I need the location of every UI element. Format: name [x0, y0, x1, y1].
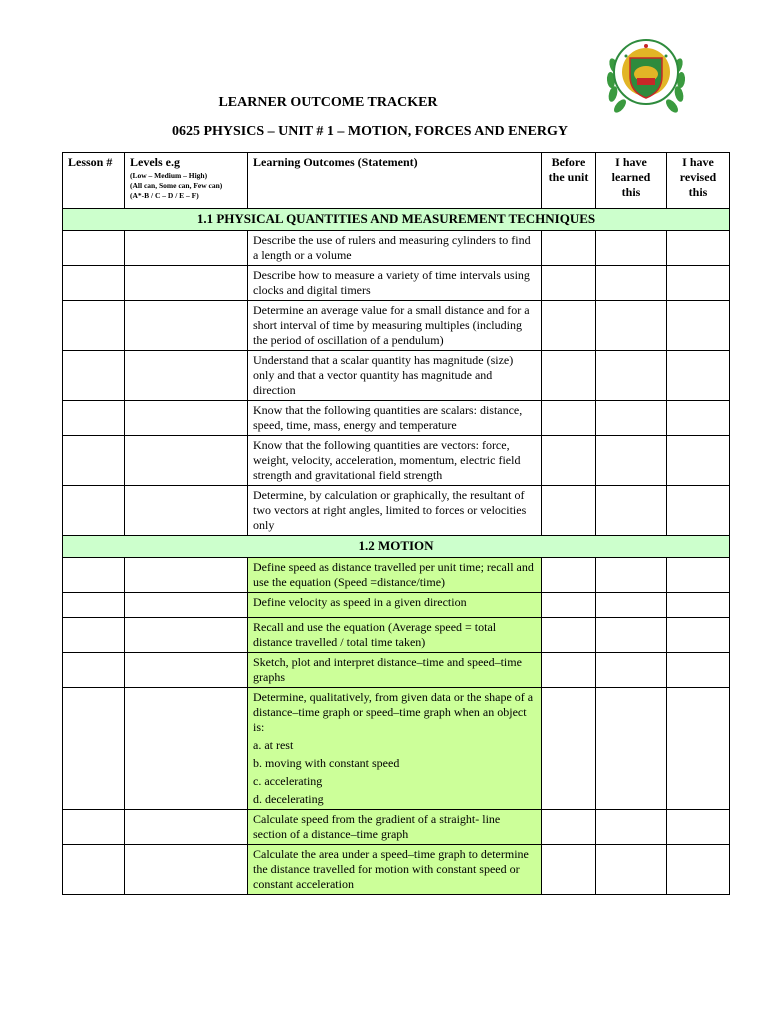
learned-cell[interactable]	[596, 558, 667, 593]
before-cell[interactable]	[542, 845, 596, 895]
outcome-cell: Recall and use the equation (Average speed = total distance travelled / total time taken)	[248, 618, 542, 653]
lesson-cell[interactable]	[63, 618, 125, 653]
outcome-cell: Determine, by calculation or graphically, the resultant of two vectors at right angles, limited to forces or velocities only	[248, 486, 542, 536]
before-cell[interactable]	[542, 618, 596, 653]
table-row	[63, 653, 730, 688]
outcome-cell: Sketch, plot and interpret distance–time and speed–time graphs	[248, 653, 542, 688]
section-heading: 1.1 PHYSICAL QUANTITIES AND MEASUREMENT TECHNIQUES	[63, 209, 730, 231]
before-cell[interactable]	[542, 810, 596, 845]
before-cell[interactable]	[542, 593, 596, 618]
lesson-cell[interactable]	[63, 593, 125, 618]
level-cell[interactable]	[125, 301, 248, 351]
col-header-before: Before the unit	[542, 153, 596, 209]
level-cell[interactable]	[125, 436, 248, 486]
before-cell[interactable]	[542, 266, 596, 301]
table-row	[63, 618, 730, 653]
learned-cell[interactable]	[596, 688, 667, 810]
lesson-cell[interactable]	[63, 688, 125, 810]
revised-cell[interactable]	[667, 351, 730, 401]
learned-cell[interactable]	[596, 845, 667, 895]
revised-cell[interactable]	[667, 845, 730, 895]
learned-cell[interactable]	[596, 486, 667, 536]
table-row	[63, 401, 730, 436]
outcome-cell: Describe the use of rulers and measuring cylinders to find a length or a volume	[248, 231, 542, 266]
before-cell[interactable]	[542, 231, 596, 266]
revised-cell[interactable]	[667, 231, 730, 266]
learned-cell[interactable]	[596, 301, 667, 351]
level-cell[interactable]	[125, 618, 248, 653]
option-item: d. decelerating	[253, 792, 324, 806]
revised-cell[interactable]	[667, 810, 730, 845]
before-cell[interactable]	[542, 558, 596, 593]
learned-cell[interactable]	[596, 436, 667, 486]
before-cell[interactable]	[542, 688, 596, 810]
before-cell[interactable]	[542, 436, 596, 486]
level-cell[interactable]	[125, 351, 248, 401]
level-cell[interactable]	[125, 486, 248, 536]
outcome-cell: Define velocity as speed in a given direction	[248, 593, 542, 618]
lesson-cell[interactable]	[63, 810, 125, 845]
learned-cell[interactable]	[596, 231, 667, 266]
revised-cell[interactable]	[667, 301, 730, 351]
table-row	[63, 301, 730, 351]
col-header-learned: I have learned this	[596, 153, 667, 209]
outcome-cell	[248, 688, 542, 810]
levels-hint-1: (Low – Medium – High)	[130, 171, 208, 180]
page-title: LEARNER OUTCOME TRACKER	[218, 95, 438, 110]
option-item: a. at rest	[253, 738, 294, 752]
outcome-cell: Know that the following quantities are scalars: distance, speed, time, mass, energy and temperature	[248, 401, 542, 436]
revised-cell[interactable]	[667, 558, 730, 593]
learned-cell[interactable]	[596, 618, 667, 653]
revised-cell[interactable]	[667, 436, 730, 486]
level-cell[interactable]	[125, 653, 248, 688]
table-row	[63, 810, 730, 845]
table-row	[63, 351, 730, 401]
levels-hint-2: (All can, Some can, Few can)	[130, 181, 223, 190]
lesson-cell[interactable]	[63, 231, 125, 266]
outcome-cell: Define speed as distance travelled per unit time; recall and use the equation (Speed =distance/time)	[248, 558, 542, 593]
section-heading: 1.2 MOTION	[63, 536, 730, 558]
table-row	[63, 593, 730, 618]
outcome-cell: Know that the following quantities are vectors: force, weight, velocity, acceleration, momentum, electric field strength and gravitational field strength	[248, 436, 542, 486]
outcome-text: Determine, qualitatively, from given data or the shape of a distance–time graph or speed–time graph when an object is:	[253, 690, 534, 734]
col-header-levels	[125, 153, 248, 209]
level-cell[interactable]	[125, 593, 248, 618]
before-cell[interactable]	[542, 401, 596, 436]
lesson-cell[interactable]	[63, 351, 125, 401]
learned-cell[interactable]	[596, 653, 667, 688]
table-row	[63, 688, 730, 810]
level-cell[interactable]	[125, 558, 248, 593]
table-header-row	[63, 153, 730, 209]
revised-cell[interactable]	[667, 266, 730, 301]
table-row	[63, 486, 730, 536]
level-cell[interactable]	[125, 266, 248, 301]
lesson-cell[interactable]	[63, 436, 125, 486]
revised-cell[interactable]	[667, 688, 730, 810]
before-cell[interactable]	[542, 351, 596, 401]
revised-cell[interactable]	[667, 653, 730, 688]
before-cell[interactable]	[542, 486, 596, 536]
outcome-cell: Describe how to measure a variety of time intervals using clocks and digital timers	[248, 266, 542, 301]
col-header-lesson: Lesson #	[63, 153, 125, 209]
page-subtitle: 0625 PHYSICS – UNIT # 1 – MOTION, FORCES AND ENERGY	[171, 124, 569, 139]
before-cell[interactable]	[542, 301, 596, 351]
levels-label: Levels e.g	[130, 155, 180, 169]
lesson-cell[interactable]	[63, 401, 125, 436]
revised-cell[interactable]	[667, 486, 730, 536]
learned-cell[interactable]	[596, 593, 667, 618]
table-row	[63, 436, 730, 486]
lesson-cell[interactable]	[63, 486, 125, 536]
table-row	[63, 845, 730, 895]
lesson-cell[interactable]	[63, 653, 125, 688]
option-item: b. moving with constant speed	[253, 756, 400, 770]
table-row	[63, 558, 730, 593]
learned-cell[interactable]	[596, 401, 667, 436]
revised-cell[interactable]	[667, 401, 730, 436]
level-cell[interactable]	[125, 810, 248, 845]
level-cell[interactable]	[125, 231, 248, 266]
outcome-cell: Understand that a scalar quantity has magnitude (size) only and that a vector quantity has magnitude and direction	[248, 351, 542, 401]
lesson-cell[interactable]	[63, 845, 125, 895]
revised-cell[interactable]	[667, 593, 730, 618]
option-item: c. accelerating	[253, 774, 323, 788]
table-row	[63, 231, 730, 266]
revised-cell[interactable]	[667, 618, 730, 653]
learned-cell[interactable]	[596, 266, 667, 301]
outcome-cell: Calculate the area under a speed–time graph to determine the distance travelled for motion with constant speed or constant acceleration	[248, 845, 542, 895]
level-cell[interactable]	[125, 845, 248, 895]
table-row	[63, 266, 730, 301]
section-heading-row	[63, 209, 730, 231]
learned-cell[interactable]	[596, 810, 667, 845]
outcome-tracker-table	[62, 152, 730, 895]
levels-hint-3: (A*-B / C – D / E – F)	[130, 191, 199, 200]
lesson-cell[interactable]	[63, 266, 125, 301]
level-cell[interactable]	[125, 688, 248, 810]
lesson-cell[interactable]	[63, 558, 125, 593]
section-heading-row	[63, 536, 730, 558]
outcome-cell: Determine an average value for a small distance and for a short interval of time by measuring multiples (including the period of oscillation of a pendulum)	[248, 301, 542, 351]
col-header-outcomes: Learning Outcomes (Statement)	[248, 153, 542, 209]
outcome-cell: Calculate speed from the gradient of a straight- line section of a distance–time graph	[248, 810, 542, 845]
before-cell[interactable]	[542, 653, 596, 688]
col-header-revised: I have revised this	[667, 153, 730, 209]
lesson-cell[interactable]	[63, 301, 125, 351]
level-cell[interactable]	[125, 401, 248, 436]
learned-cell[interactable]	[596, 351, 667, 401]
